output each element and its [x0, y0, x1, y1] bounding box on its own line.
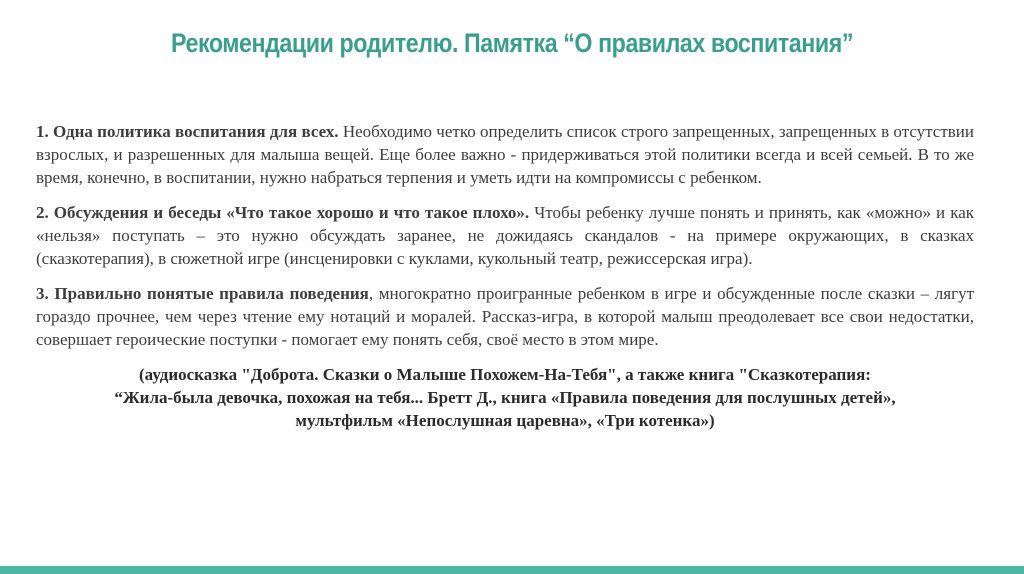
- footer-note-line-1: (аудиосказка "Доброта. Сказки о Малыше Похожем-На-Тебя", а также книга "Сказкотерапия:: [139, 365, 871, 384]
- paragraph-1: [36, 120, 974, 189]
- paragraph-1-text: Необходимо четко определить список строго запрещенных, запрещенных в отсутствии взрослых, и разрешенных для малыша вещей. Еще более важно - придерживаться этой политики всегда и всей семьей. В то же время, конечно, в воспитании, нужно набраться терпения и уметь идти на компромиссы с ребенком.: [36, 122, 974, 187]
- paragraph-3-text: , многократно проигранные ребенком в игре и обсужденные после сказки – лягут гораздо прочнее, чем через чтение ему нотаций и моралей. Рассказ-игра, в которой малыш преодолевает все свои недостатки, совершает героические поступки - помогает ему понять себя, своё место в этом мире.: [36, 284, 975, 349]
- paragraph-3-lead: 3. Правильно понятые правила поведения: [36, 284, 369, 303]
- footer-note: [36, 363, 974, 432]
- footer-note-line-2: “Жила-была девочка, похожая на тебя... Бретт Д., книга «Правила поведения для послушных детей»,: [114, 388, 896, 407]
- bottom-accent-bar: [0, 566, 1024, 574]
- paragraph-2-lead: 2. Обсуждения и беседы «Что такое хорошо и что такое плохо».: [36, 203, 530, 222]
- paragraph-1-lead: 1. Одна политика воспитания для всех.: [36, 122, 339, 141]
- footer-note-line-3: мультфильм «Непослушная царевна», «Три котенка»): [295, 411, 715, 430]
- paragraph-3: [36, 282, 974, 351]
- paragraph-2-text: Чтобы ребенку лучше понять и принять, как «можно» и как «нельзя» поступать – это нужно обсуждать заранее, не дожидаясь скандалов - на примере окружающих, в сказках (сказкотерапия), в сюжетной игре (инсценировки с куклами, кукольный театр, режиссерская игра).: [36, 203, 974, 268]
- page-title: Рекомендации родителю. Памятка “О правилах воспитания”: [170, 28, 854, 58]
- content-body: [36, 120, 974, 432]
- paragraph-2: [36, 201, 974, 270]
